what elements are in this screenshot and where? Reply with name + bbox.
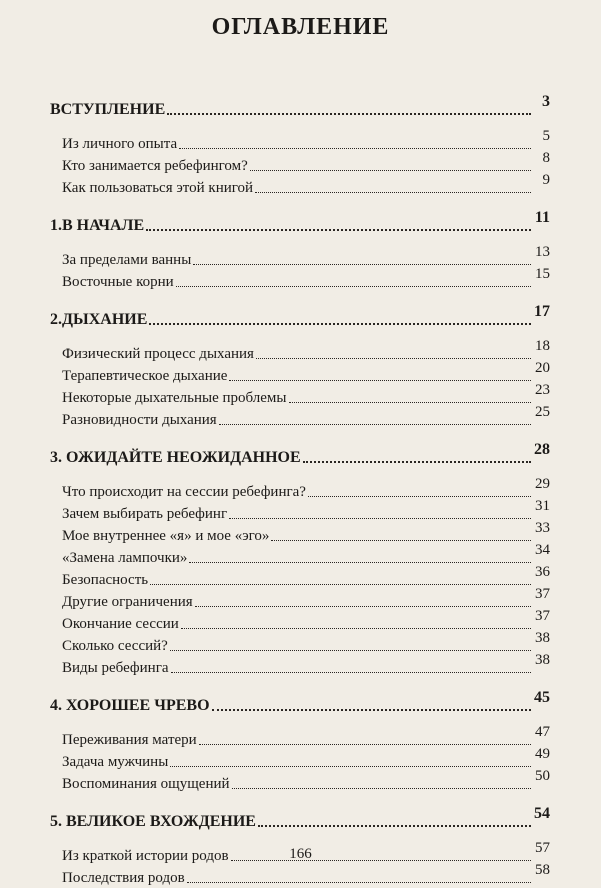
chapter-title: 2.ДЫХАНИЕ [50, 311, 148, 328]
dot-leader [232, 788, 531, 789]
entry-page-number: 3 [542, 93, 550, 110]
toc-entry [50, 404, 550, 430]
dot-leader [170, 650, 531, 651]
entry-title: Из краткой истории родов [62, 848, 229, 864]
entry-page-number: 57 [535, 840, 550, 856]
dot-leader [303, 461, 531, 463]
entry-title: Разновидности дыхания [62, 412, 217, 428]
dot-leader [308, 496, 531, 497]
entry-page-number: 36 [535, 564, 550, 580]
entry-title: Окончание сессии [62, 616, 179, 632]
entry-title: Последствия родов [62, 870, 185, 886]
chapter-title: 1.В НАЧАЛЕ [50, 217, 145, 234]
entry-page-number: 50 [535, 768, 550, 784]
page-number: 166 [289, 846, 312, 862]
entry-title: Зачем выбирать ребефинг [62, 506, 228, 522]
toc-entry [50, 360, 550, 386]
entry-page-number: 34 [535, 542, 550, 558]
entry-title: Переживания матери [62, 732, 197, 748]
toc-entry [50, 564, 550, 590]
toc-entry [50, 630, 550, 656]
entry-page-number: 5 [542, 128, 550, 144]
entry-page-number: 54 [534, 805, 550, 822]
dot-leader [187, 882, 531, 883]
toc-entry [50, 542, 550, 568]
dot-leader [256, 358, 531, 359]
dot-leader [167, 113, 531, 115]
toc-entry [50, 498, 550, 524]
toc-chapter-entry [50, 441, 550, 468]
entry-title: Физический процесс дыхания [62, 346, 254, 362]
dot-leader [193, 264, 531, 265]
toc-entry [50, 724, 550, 750]
toc-entry [50, 608, 550, 634]
toc-entry [50, 520, 550, 546]
entry-title: Воспоминания ощущений [62, 776, 230, 792]
entry-title: Восточные корни [62, 274, 174, 290]
chapter-title: 4. ХОРОШЕЕ ЧРЕВО [50, 697, 210, 714]
toc-chapter-entry [50, 805, 550, 832]
toc-chapter-entry [50, 303, 550, 330]
dot-leader [258, 825, 531, 827]
entry-title: «Замена лампочки» [62, 550, 188, 566]
toc-entry [50, 652, 550, 678]
toc-entry [50, 172, 550, 198]
entry-title: Сколько сессий? [62, 638, 168, 654]
toc-chapter-entry [50, 689, 550, 716]
toc-entry [50, 586, 550, 612]
dot-leader [181, 628, 531, 629]
dot-leader [171, 672, 531, 673]
entry-title: Безопасность [62, 572, 149, 588]
entry-title: Другие ограничения [62, 594, 193, 610]
dot-leader [229, 380, 531, 381]
entry-page-number: 8 [542, 150, 550, 166]
dot-leader [176, 286, 531, 287]
entry-page-number: 29 [535, 476, 550, 492]
dot-leader [289, 402, 532, 403]
entry-page-number: 15 [535, 266, 550, 282]
entry-page-number: 20 [535, 360, 550, 376]
dot-leader [150, 584, 531, 585]
dot-leader [255, 192, 531, 193]
entry-page-number: 37 [535, 608, 550, 624]
dot-leader [212, 709, 531, 711]
entry-page-number: 13 [535, 244, 550, 260]
toc-entry [50, 746, 550, 772]
toc-entry [50, 244, 550, 270]
entry-page-number: 9 [542, 172, 550, 188]
entry-page-number: 38 [535, 652, 550, 668]
entry-page-number: 47 [535, 724, 550, 740]
dot-leader [179, 148, 531, 149]
entry-title: Виды ребефинга [62, 660, 169, 676]
toc-entry [50, 476, 550, 502]
chapter-title: 3. ОЖИДАЙТЕ НЕОЖИДАННОЕ [50, 449, 301, 466]
entry-title: Что происходит на сессии ребефинга? [62, 484, 306, 500]
entry-title: Кто занимается ребефингом? [62, 158, 248, 174]
toc-chapter-entry [50, 209, 550, 236]
entry-page-number: 11 [534, 209, 550, 226]
entry-page-number: 31 [535, 498, 550, 514]
entry-page-number: 33 [535, 520, 550, 536]
entry-page-number: 25 [535, 404, 550, 420]
dot-leader [149, 323, 531, 325]
toc-entry [50, 768, 550, 794]
toc-entry [50, 338, 550, 364]
page-title: ОГЛАВЛЕНИЕ [211, 14, 390, 40]
dot-leader [195, 606, 531, 607]
entry-page-number: 23 [535, 382, 550, 398]
dot-leader [189, 562, 531, 563]
chapter-title: 5. ВЕЛИКОЕ ВХОЖДЕНИЕ [50, 813, 256, 830]
dot-leader [146, 229, 531, 231]
toc-chapter-entry [50, 93, 550, 120]
entry-title: Задача мужчины [62, 754, 169, 770]
toc-entry [50, 862, 550, 888]
entry-page-number: 28 [534, 441, 550, 458]
toc-entry [50, 128, 550, 154]
dot-leader [271, 540, 531, 541]
entry-title: Терапевтическое дыхание [62, 368, 228, 384]
entry-title: Мое внутреннее «я» и мое «эго» [62, 528, 270, 544]
entry-page-number: 17 [534, 303, 550, 320]
entry-title: За пределами ванны [62, 252, 192, 268]
toc-entry [50, 150, 550, 176]
entry-title: Из личного опыта [62, 136, 178, 152]
entry-title: Некоторые дыхательные проблемы [62, 390, 287, 406]
entry-page-number: 45 [534, 689, 550, 706]
entry-title: Как пользоваться этой книгой [62, 180, 254, 196]
entry-page-number: 37 [535, 586, 550, 602]
entry-page-number: 38 [535, 630, 550, 646]
dot-leader [229, 518, 531, 519]
toc-entry [50, 266, 550, 292]
entry-page-number: 58 [535, 862, 550, 878]
dot-leader [219, 424, 531, 425]
dot-leader [250, 170, 531, 171]
toc-entry [50, 382, 550, 408]
chapter-title: ВСТУПЛЕНИЕ [50, 101, 166, 118]
dot-leader [199, 744, 531, 745]
entry-page-number: 49 [535, 746, 550, 762]
dot-leader [170, 766, 531, 767]
table-of-contents [50, 93, 550, 888]
entry-page-number: 18 [535, 338, 550, 354]
